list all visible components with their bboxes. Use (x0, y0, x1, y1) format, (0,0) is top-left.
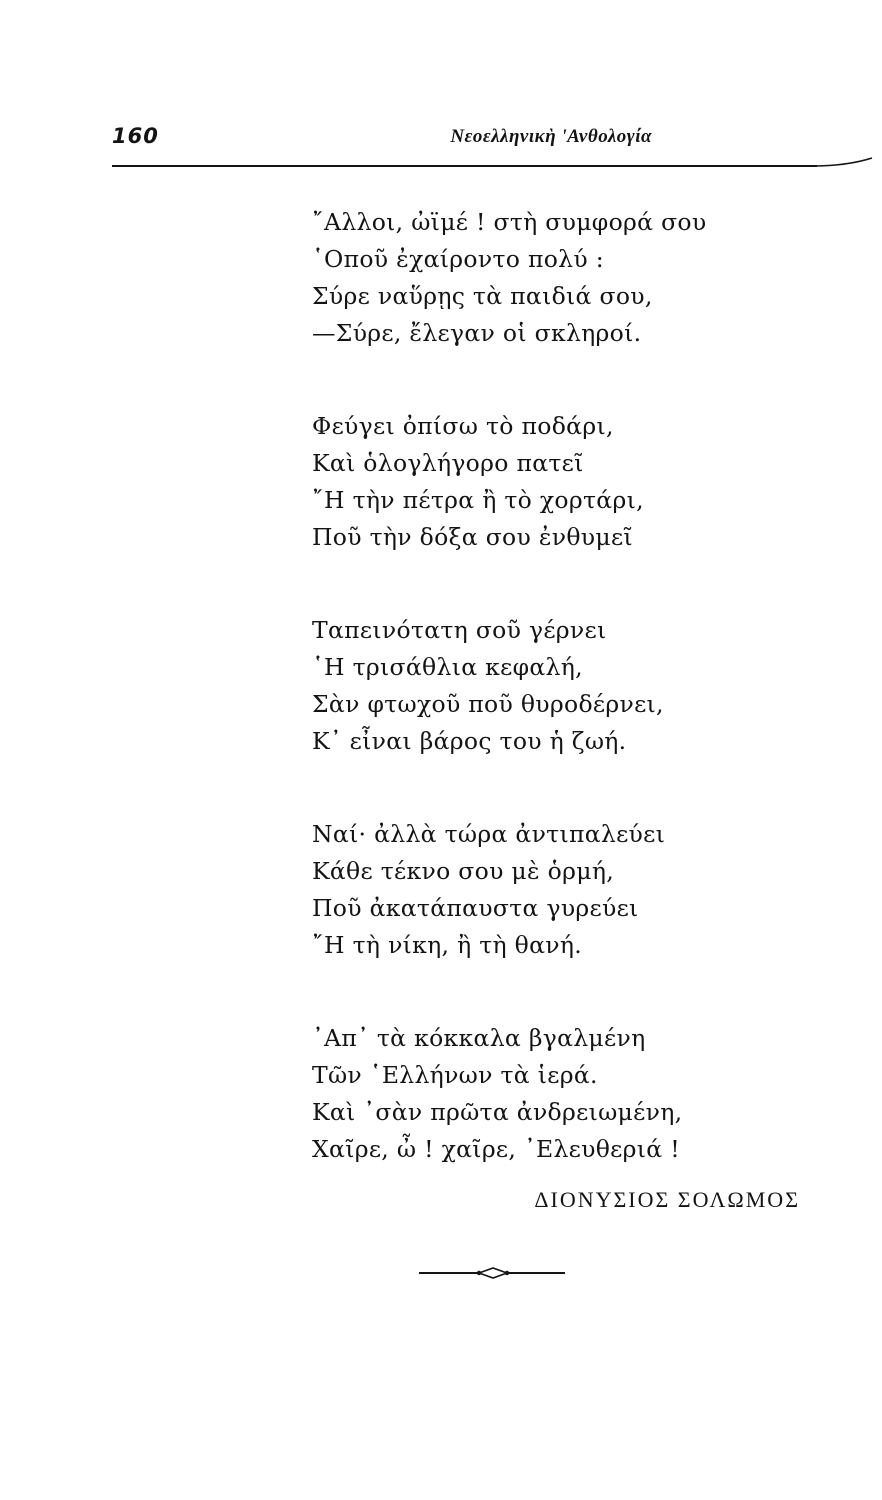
verse-line: ῾Η τρισάθλια κεφαλή, (312, 653, 583, 681)
stanza (312, 408, 782, 556)
header-rule (112, 152, 874, 176)
verse-line: Καὶ ᾽σὰν πρῶτα ἀνδρειωμένη, (312, 1098, 683, 1126)
stanza (312, 204, 782, 352)
verse-line: Φεύγει ὀπίσω τὸ ποδάρι, (312, 412, 614, 440)
verse-line: ῎Αλλοι, ὠϊμέ ! στὴ συμφορά σου (312, 208, 707, 236)
verse-line: Χαῖρε, ὦ ! χαῖρε, ᾽Ελευθεριά ! (312, 1135, 680, 1163)
verse-line: Σύρε ναὕρῃς τὰ παιδιά σου, (312, 282, 653, 310)
running-title: Νεοελληνικὴ 'Ανθολογία (450, 126, 652, 147)
stanza (312, 1020, 782, 1168)
stanza (312, 816, 782, 964)
end-ornament (417, 1262, 567, 1284)
verse-line: Σὰν φτωχοῦ ποῦ θυροδέρνει, (312, 690, 664, 718)
verse-line: ῎Η τὴ νίκη, ἢ τὴ θανή. (312, 931, 583, 959)
verse-line: Καὶ ὁλογλήγορο πατεῖ (312, 449, 584, 477)
stanza (312, 612, 782, 760)
verse-line: Κ᾽ εἶναι βάρος του ἡ ζωή. (312, 727, 627, 755)
verse-line: Τῶν ῾Ελλήνων τὰ ἱερά. (312, 1061, 598, 1089)
verse-line: ᾽Απ᾽ τὰ κόκκαλα βγαλμένη (312, 1024, 646, 1052)
verse-line: Κάθε τέκνο σου μὲ ὁρμή, (312, 857, 614, 885)
verse-line: ῾Οποῦ ἐχαίροντο πολύ : (312, 245, 604, 273)
verse-line: —Σύρε, ἔλεγαν οἱ σκληροί. (312, 319, 642, 347)
verse-line: Ναί· ἀλλὰ τώρα ἀντιπαλεύει (312, 820, 666, 848)
page-number: 160 (112, 124, 159, 148)
author-signature: ΔΙΟΝΥΣΙΟΣ ΣΟΛΩΜΟΣ (534, 1187, 800, 1212)
verse-line: ῎Η τὴν πέτρα ἢ τὸ χορτάρι, (312, 486, 644, 514)
verse-line: Ταπεινότατη σοῦ γέρνει (312, 616, 607, 644)
poem (312, 204, 782, 1224)
verse-line: Ποῦ ἀκατάπαυστα γυρεύει (312, 894, 639, 922)
verse-line: Ποῦ τὴν δόξα σου ἐνθυμεῖ (312, 523, 633, 551)
